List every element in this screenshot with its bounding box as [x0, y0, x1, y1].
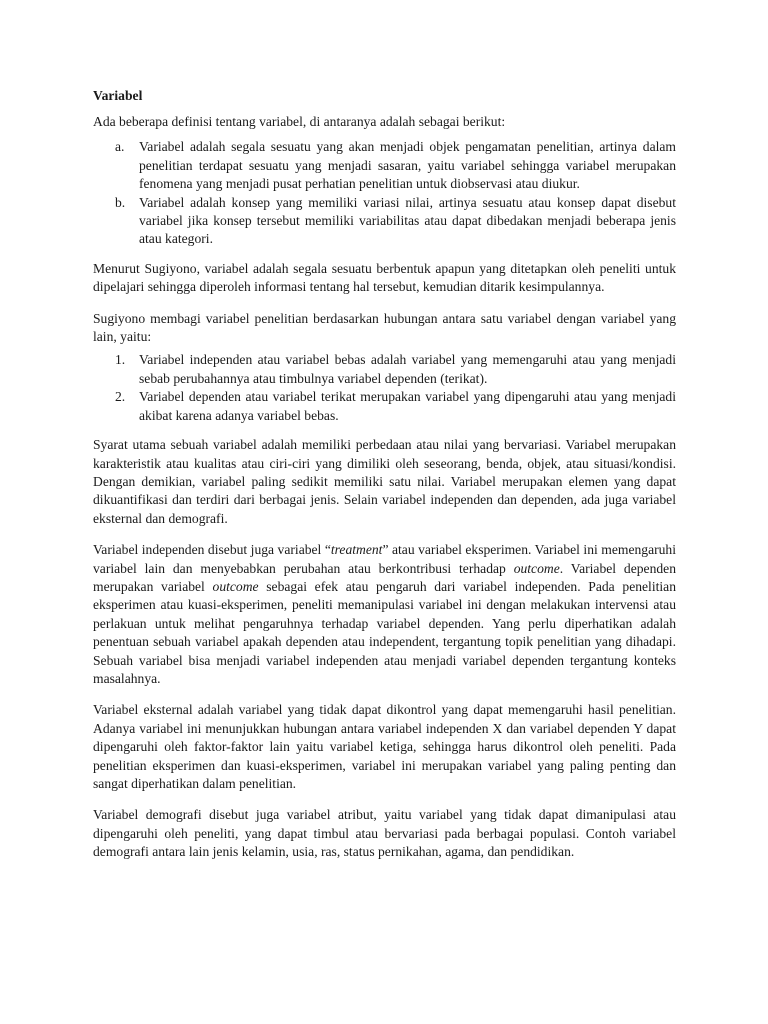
variable-type-list: [93, 351, 676, 425]
list-marker: a.: [115, 139, 125, 155]
outcome-term: outcome: [513, 560, 560, 576]
eksternal-paragraph: Variabel eksternal adalah variabel yang tidak dapat dikontrol yang dapat memengaruhi hasil penelitian. Adanya variabel ini menunjukkan hubungan antara variabel independen X dan variabel dependen Y dapat dipengaruhi oleh faktor-faktor lain yaitu variabel ketiga, sehingga harus dikontrol oleh peneliti. Pada penelitian eksperimen dan kuasi-eksperimen, variabel ini merupakan variabel yang paling penting dan sangat diperhatikan dalam penelitian.: [93, 702, 676, 791]
document-heading: Variabel: [93, 88, 143, 103]
outcome-term: outcome: [212, 578, 259, 594]
definition-list: [93, 138, 676, 248]
variable-type-item: [93, 351, 676, 388]
sugiyono-definition-paragraph: Menurut Sugiyono, variabel adalah segala sesuatu berbentuk apapun yang ditetapkan oleh peneliti untuk dipelajari sehingga diperoleh informasi tentang hal tersebut, kemudian ditarik kesimpulannya.: [93, 260, 676, 295]
independen-paragraph: [93, 541, 676, 688]
demografi-paragraph: Variabel demografi disebut juga variabel atribut, yaitu variabel yang tidak dapat dimanipulasi atau dipengaruhi oleh peneliti, yang dapat timbul atau bervariasi pada berbagai populasi. Contoh variabel demografi antara lain jenis kelamin, usia, ras, status pernikahan, agama, dan pendidikan.: [93, 807, 676, 860]
independen-text-1: Variabel independen disebut juga variabel “: [93, 542, 331, 558]
definition-item: [93, 194, 676, 249]
definition-item: [93, 138, 676, 193]
list-marker: 2.: [115, 389, 126, 405]
syarat-paragraph: Syarat utama sebuah variabel adalah memiliki perbedaan atau nilai yang bervariasi. Variabel merupakan karakteristik atau kualitas atau ciri-ciri yang dimiliki oleh seseorang, benda, objek, atau situasi/kondisi. Dengan demikian, variabel paling sedikit memiliki satu nilai. Variabel merupakan elemen yang dapat dikuantifikasi dan terdiri dari berbagai jenis. Selain variabel independen dan dependen, ada juga variabel eksternal dan demografi.: [93, 437, 676, 526]
definition-text: Variabel adalah segala sesuatu yang akan menjadi objek pengamatan penelitian, artinya dalam penelitian terdapat sesuatu yang menjadi sasaran, yaitu variabel sehingga variabel merupakan fenomena yang menjadi pusat perhatian penelitian untuk diobservasi atau diukur.: [139, 139, 676, 192]
intro-paragraph: Ada beberapa definisi tentang variabel, di antaranya adalah sebagai berikut:: [93, 114, 506, 129]
variable-type-item: [93, 388, 676, 425]
definition-text: Variabel adalah konsep yang memiliki variasi nilai, artinya sesuatu atau konsep dapat disebut variabel jika konsep tersebut memiliki variabilitas atau dapat dibedakan menjadi beberapa jenis atau kategori.: [139, 194, 676, 247]
list-marker: 1.: [115, 352, 126, 368]
sugiyono-division-paragraph: Sugiyono membagi variabel penelitian berdasarkan hubungan antara satu variabel dengan variabel yang lain, yaitu:: [93, 310, 676, 345]
document-page: [93, 86, 676, 875]
independen-text-3: . Variabel dependen merupakan variabel: [93, 560, 676, 594]
independen-text-4: sebagai efek atau pengaruh dari variabel independen. Pada penelitian eksperimen atau kuasi-eksperimen, peneliti memanipulasi variabel ini dengan melakukan intervensi atau perlakuan untuk melihat pengaruhnya terhadap variabel dependen. Yang perlu diperhatikan adalah penentuan sebuah variabel apakah dependen atau independent, tergantung topik penelitian yang dihadapi. Sebuah variabel bisa menjadi variabel independen atau menjadi variabel dependen tergantung konteks masalahnya.: [93, 578, 676, 686]
variable-type-text: Variabel independen atau variabel bebas adalah variabel yang memengaruhi atau yang menjadi sebab perubahannya atau timbulnya variabel dependen (terikat).: [139, 352, 676, 386]
treatment-term: treatment: [330, 542, 383, 558]
list-marker: b.: [115, 194, 126, 210]
variable-type-text: Variabel dependen atau variabel terikat merupakan variabel yang dipengaruhi atau yang menjadi akibat karena adanya variabel bebas.: [139, 389, 676, 423]
independen-text-2: ” atau variabel eksperimen. Variabel ini memengaruhi variabel lain dan menyebabkan perubahan atau berkontribusi terhadap: [93, 542, 677, 576]
